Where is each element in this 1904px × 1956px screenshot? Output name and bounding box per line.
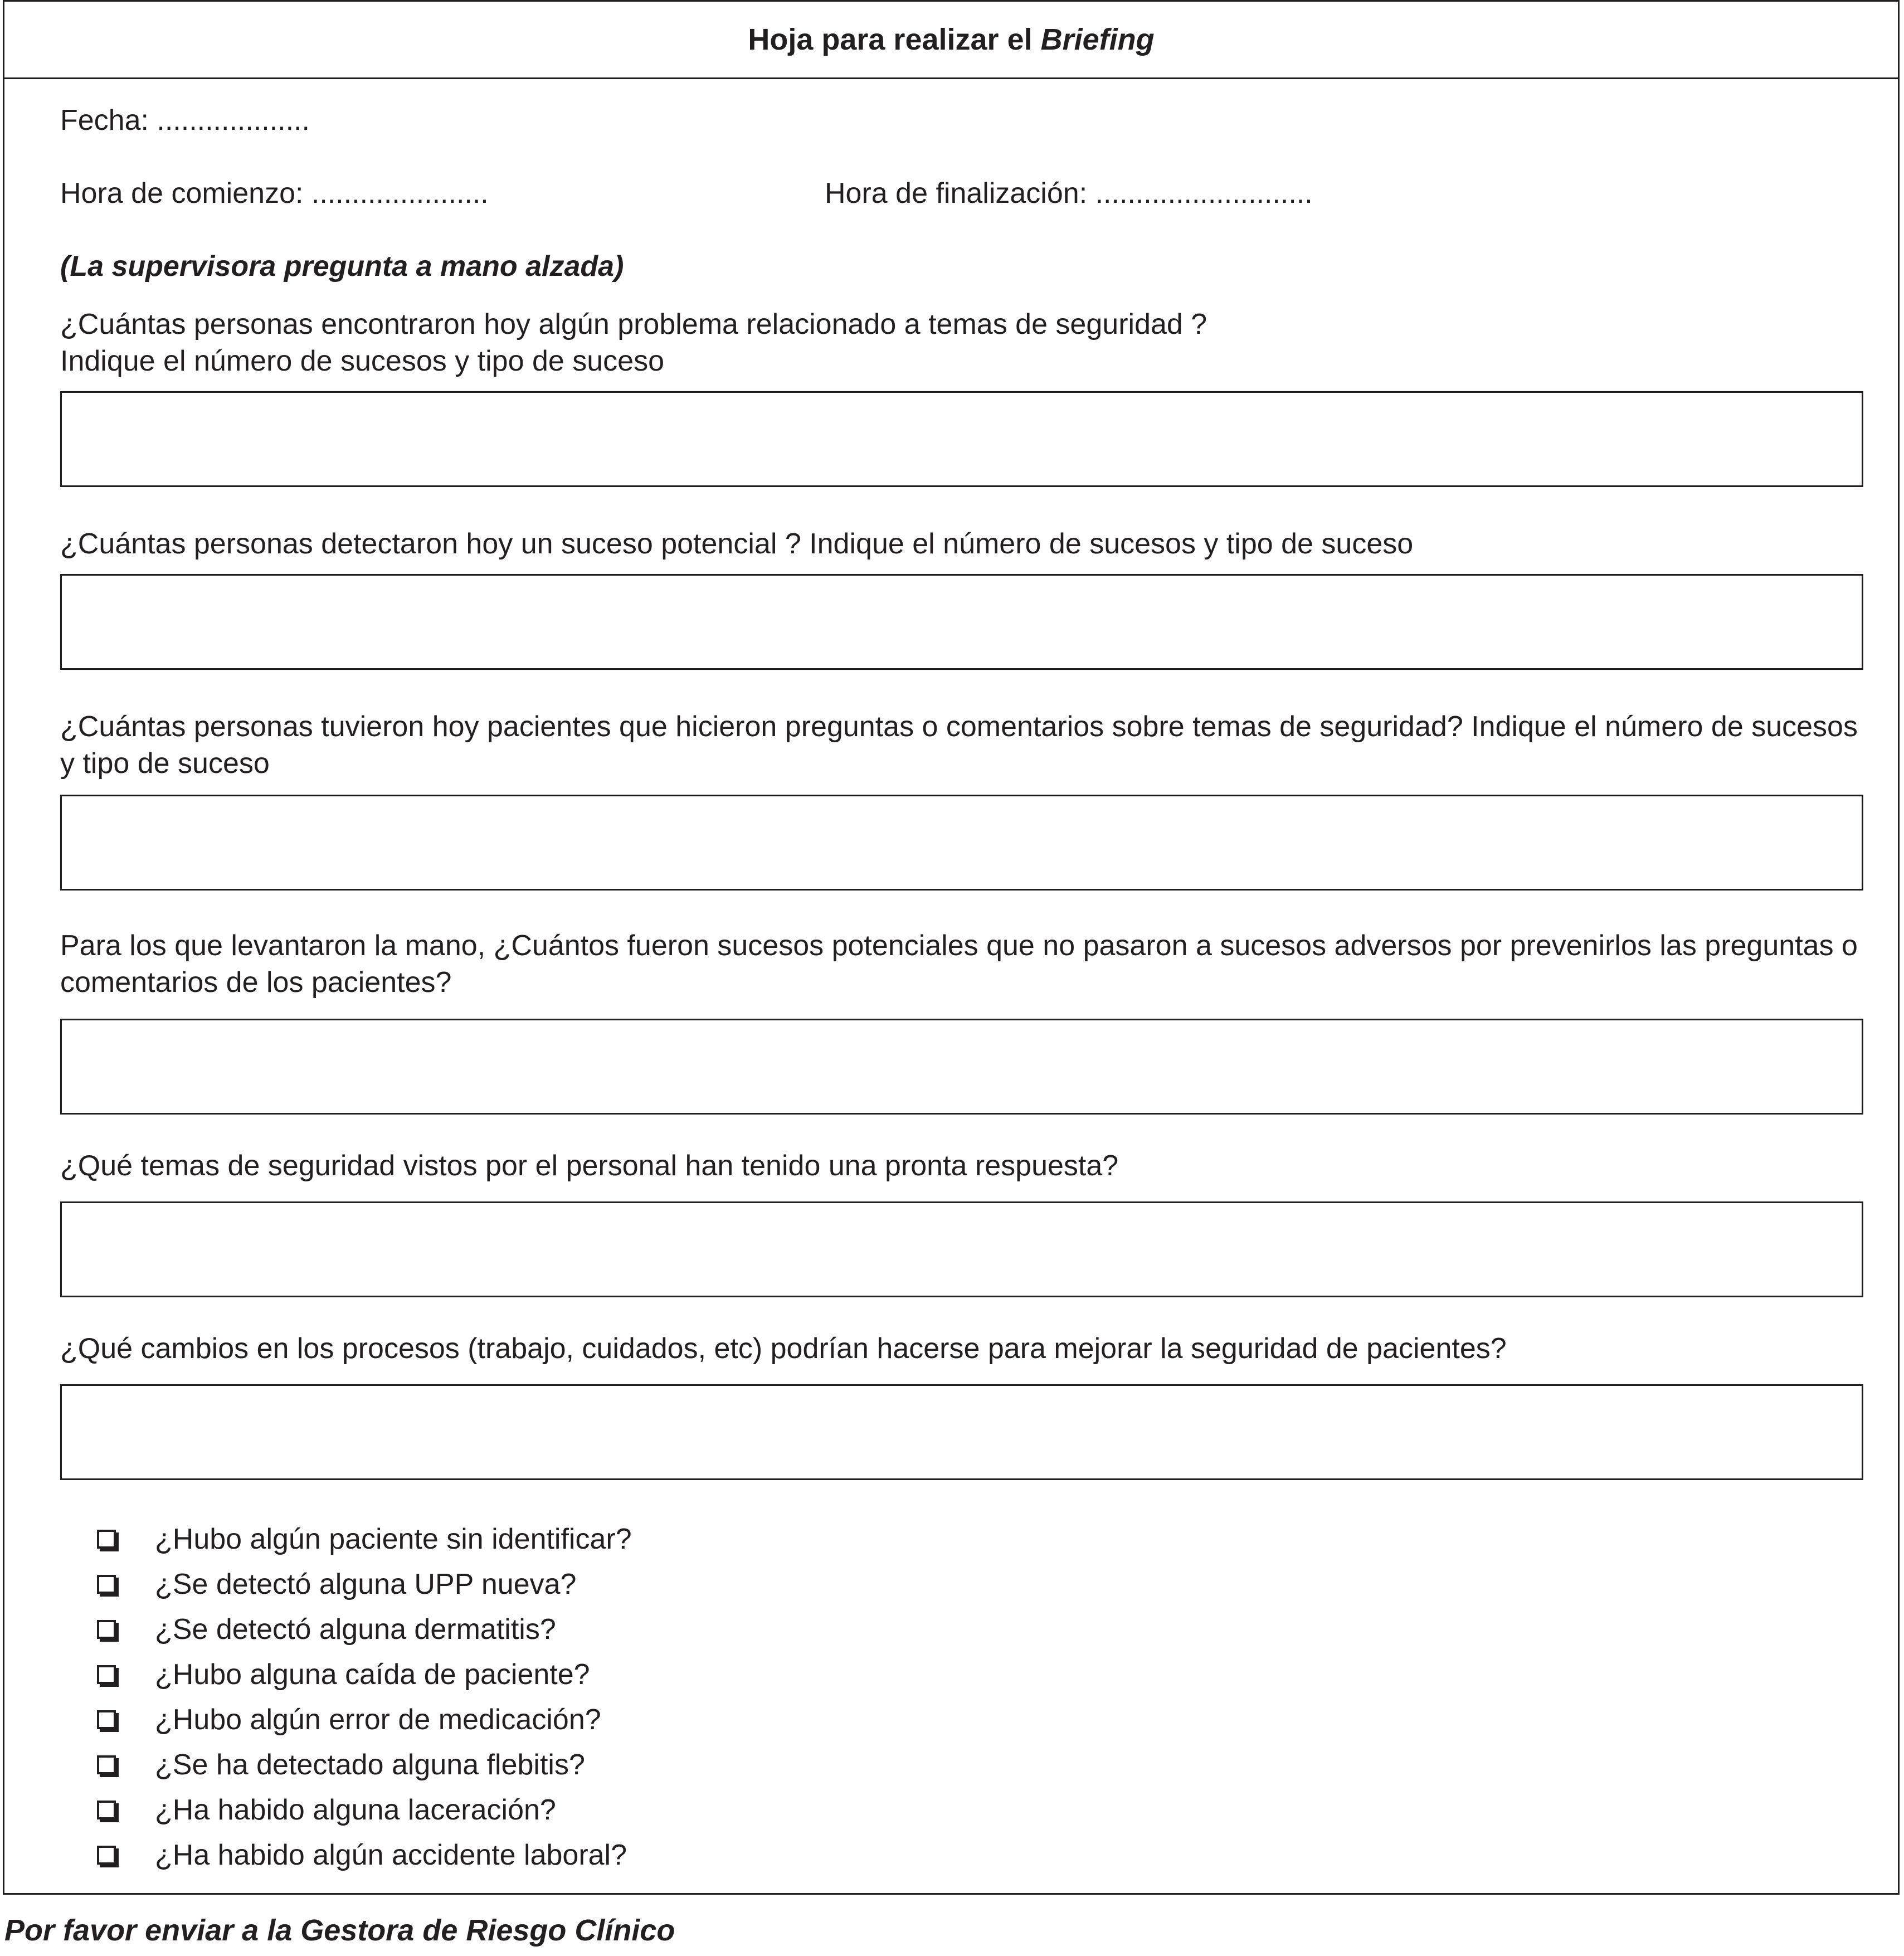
checklist-label: ¿Hubo alguna caída de paciente? <box>155 1658 590 1691</box>
checklist-label: ¿Hubo algún paciente sin identificar? <box>155 1523 632 1555</box>
question-1-line-1: ¿Cuántas personas encontraron hoy algún problema relacionado a temas de seguridad ? <box>60 308 1207 340</box>
checklist-item[interactable] <box>97 1792 556 1828</box>
checklist-item[interactable] <box>97 1566 576 1603</box>
checkbox-icon[interactable] <box>97 1620 116 1639</box>
checkbox-icon[interactable] <box>97 1665 116 1684</box>
fecha-field: Fecha: ................... <box>60 104 310 137</box>
checklist-label: ¿Se ha detectado alguna flebitis? <box>155 1749 585 1781</box>
question-5: ¿Qué temas de seguridad vistos por el personal han tenido una pronta respuesta? <box>60 1150 1119 1182</box>
checkbox-icon[interactable] <box>97 1575 116 1594</box>
question-6: ¿Qué cambios en los procesos (trabajo, cuidados, etc) podrían hacerse para mejorar la seguridad de pacientes? <box>60 1332 1507 1365</box>
checklist-item[interactable] <box>97 1611 556 1648</box>
question-1-line-2: Indique el número de sucesos y tipo de suceso <box>60 345 665 377</box>
checklist-label: ¿Ha habido algún accidente laboral? <box>155 1839 627 1871</box>
checkbox-icon[interactable] <box>97 1846 116 1865</box>
checkbox-icon[interactable] <box>97 1755 116 1774</box>
checklist-label: ¿Se detectó alguna dermatitis? <box>155 1613 556 1646</box>
question-3: ¿Cuántas personas tuvieron hoy pacientes que hicieron preguntas o comentarios sobre temas de seguridad? Indique el número de sucesos y tipo de suceso <box>60 711 1858 780</box>
question-2: ¿Cuántas personas detectaron hoy un suceso potencial ? Indique el número de sucesos y tipo de suceso <box>60 528 1414 560</box>
checklist-label: ¿Ha habido alguna laceración? <box>155 1794 556 1826</box>
checkbox-icon[interactable] <box>97 1710 116 1729</box>
checklist-item[interactable] <box>97 1701 601 1738</box>
answer-box-6[interactable] <box>60 1384 1863 1480</box>
checklist-label: ¿Se detectó alguna UPP nueva? <box>155 1568 577 1600</box>
checklist-item[interactable] <box>97 1521 632 1558</box>
question-4: Para los que levantaron la mano, ¿Cuántos fueron sucesos potenciales que no pasaron a sucesos adversos por prevenirlos las preguntas o comentarios de los pacientes? <box>60 930 1858 999</box>
answer-box-3[interactable] <box>60 795 1863 891</box>
checklist-item[interactable] <box>97 1746 585 1783</box>
checkbox-icon[interactable] <box>97 1530 116 1549</box>
briefing-form <box>3 0 1900 1895</box>
checklist-label: ¿Hubo algún error de medicación? <box>155 1704 601 1736</box>
answer-box-1[interactable] <box>60 391 1863 487</box>
instruction-note: (La supervisora pregunta a mano alzada) <box>60 250 624 283</box>
footer-note: Por favor enviar a la Gestora de Riesgo Clínico <box>4 1914 675 1947</box>
answer-box-4[interactable] <box>60 1019 1863 1115</box>
hora-finalizacion-field: Hora de finalización: ........................... <box>825 177 1313 210</box>
answer-box-2[interactable] <box>60 574 1863 670</box>
form-title <box>4 2 1898 79</box>
checklist-item[interactable] <box>97 1837 627 1874</box>
checklist-item[interactable] <box>97 1656 590 1693</box>
answer-box-5[interactable] <box>60 1201 1863 1297</box>
title-italic: Briefing <box>1040 23 1155 56</box>
title-text: Hoja para realizar el <box>748 23 1033 56</box>
checkbox-icon[interactable] <box>97 1801 116 1819</box>
hora-comienzo-field: Hora de comienzo: ...................... <box>60 177 489 210</box>
